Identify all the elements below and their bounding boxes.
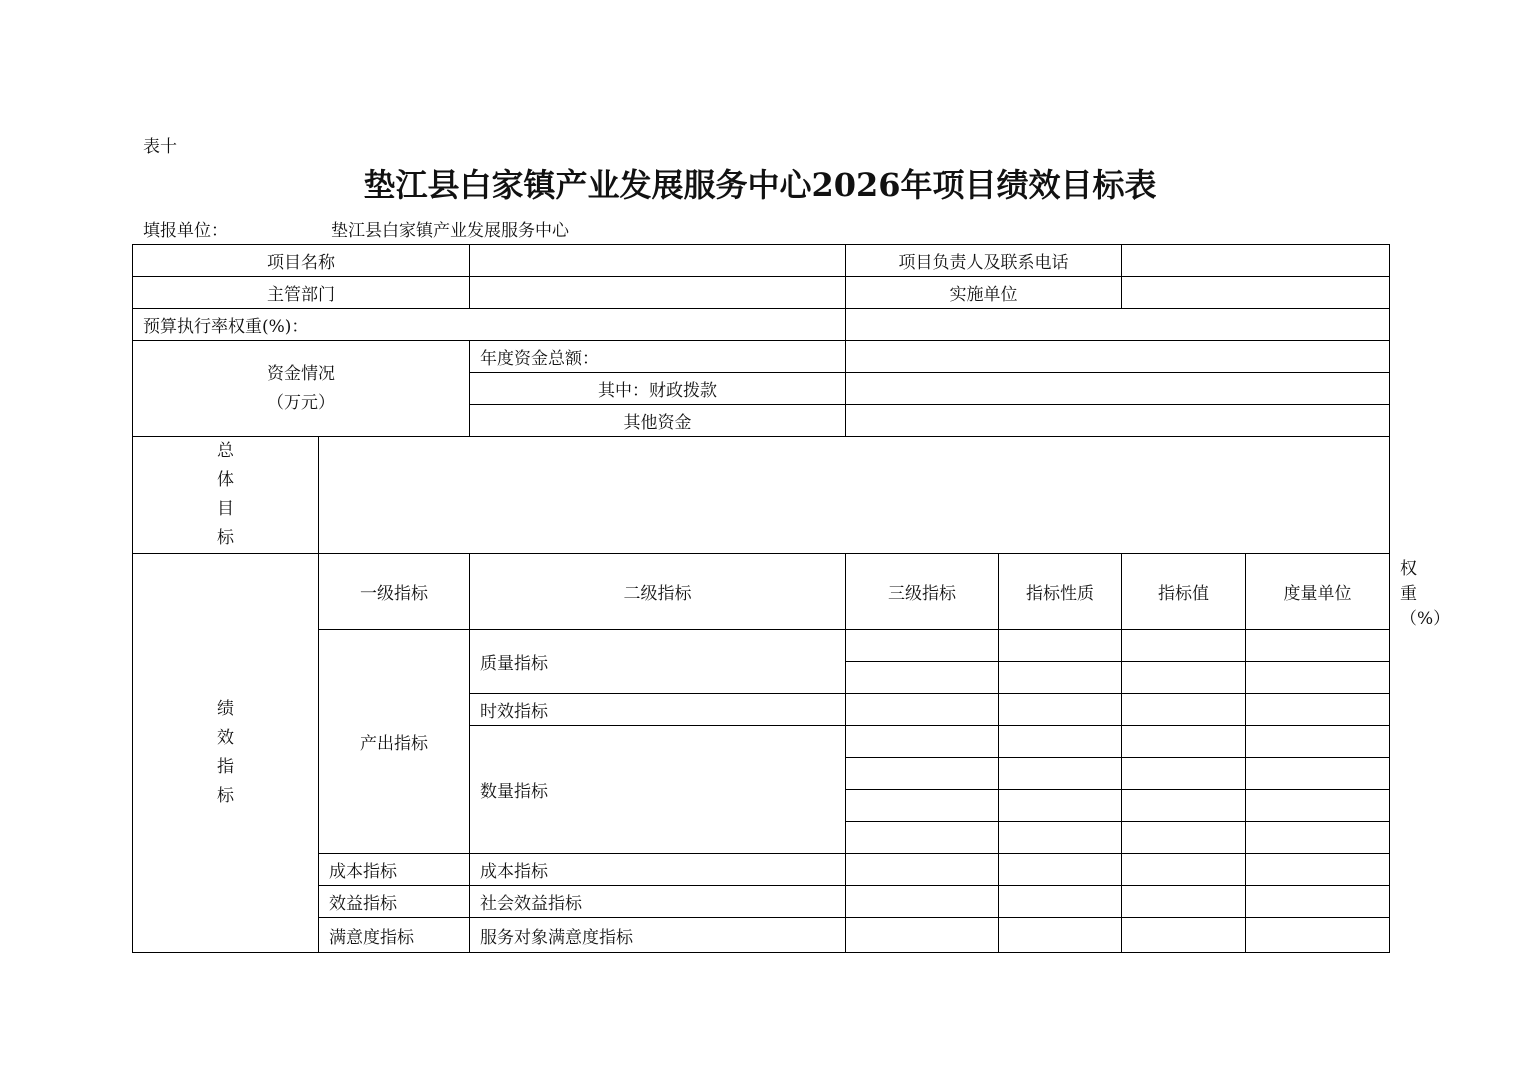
level1-output: 产出指标 bbox=[319, 630, 470, 854]
budget-weight-value[interactable] bbox=[846, 309, 1390, 341]
perf-char: 绩 bbox=[217, 699, 234, 719]
nature-cell[interactable] bbox=[999, 694, 1122, 726]
filler-row bbox=[143, 216, 569, 241]
unit-cell[interactable] bbox=[1246, 822, 1390, 854]
level1-satisfaction: 满意度指标 bbox=[319, 918, 470, 953]
unit-cell[interactable] bbox=[1246, 854, 1390, 886]
nature-cell[interactable] bbox=[999, 630, 1122, 662]
nature-cell[interactable] bbox=[999, 790, 1122, 822]
level3-cell[interactable] bbox=[846, 918, 999, 953]
unit-cell[interactable] bbox=[1246, 630, 1390, 662]
value-cell[interactable] bbox=[1122, 790, 1246, 822]
level3-cell[interactable] bbox=[846, 630, 999, 662]
unit-cell[interactable] bbox=[1246, 886, 1390, 918]
perf-char: 标 bbox=[217, 786, 234, 806]
nature-cell[interactable] bbox=[999, 918, 1122, 953]
nature-cell[interactable] bbox=[999, 822, 1122, 854]
header-level3: 三级指标 bbox=[846, 554, 999, 630]
level3-cell[interactable] bbox=[846, 854, 999, 886]
level2-timeliness: 时效指标 bbox=[470, 694, 846, 726]
value-cell[interactable] bbox=[1122, 694, 1246, 726]
nature-cell[interactable] bbox=[999, 726, 1122, 758]
other-funds-value[interactable] bbox=[846, 405, 1390, 437]
performance-target-table: 项目名称 项目负责人及联系电话 主管部门 实施单位 预算执行率权重(%)： 资金情况 （万元） 年度资金总额： 其中：财政拨款 其他资金 总 体 目 标 绩 效 指 标 一级指标 二级指标 三级指标 指标性质 指标值 度量单位 权重（%） 产出指标 质量指标 时效指标 数量指标 成本指标 成本指标 效益指标 社会效益指标 满意度指标 服务对象满意度指标 bbox=[132, 244, 1390, 953]
perf-char: 效 bbox=[217, 728, 234, 748]
filler-value: 垫江县白家镇产业发展服务中心 bbox=[331, 221, 569, 241]
level3-cell[interactable] bbox=[846, 886, 999, 918]
project-leader-value[interactable] bbox=[1122, 245, 1390, 277]
unit-cell[interactable] bbox=[1246, 790, 1390, 822]
level1-benefit: 效益指标 bbox=[319, 886, 470, 918]
level2-social-benefit: 社会效益指标 bbox=[470, 886, 846, 918]
impl-unit-label: 实施单位 bbox=[846, 277, 1122, 309]
project-name-label: 项目名称 bbox=[133, 245, 470, 277]
fiscal-value[interactable] bbox=[846, 373, 1390, 405]
project-leader-label: 项目负责人及联系电话 bbox=[846, 245, 1122, 277]
annual-total-value[interactable] bbox=[846, 341, 1390, 373]
value-cell[interactable] bbox=[1122, 822, 1246, 854]
budget-weight-label: 预算执行率权重(%)： bbox=[133, 309, 846, 341]
level3-cell[interactable] bbox=[846, 662, 999, 694]
unit-cell[interactable] bbox=[1246, 918, 1390, 953]
funds-label-line1: 资金情况 bbox=[267, 363, 335, 384]
header-nature: 指标性质 bbox=[999, 554, 1122, 630]
perf-char: 指 bbox=[217, 757, 234, 777]
overall-goal-value[interactable] bbox=[319, 437, 1390, 554]
project-name-value[interactable] bbox=[470, 245, 846, 277]
document-label: 表十 bbox=[143, 137, 177, 157]
perf-indicator-label bbox=[133, 554, 319, 953]
dept-value[interactable] bbox=[470, 277, 846, 309]
overall-goal-char: 目 bbox=[217, 499, 234, 519]
level3-cell[interactable] bbox=[846, 694, 999, 726]
header-level2: 二级指标 bbox=[470, 554, 846, 630]
nature-cell[interactable] bbox=[999, 854, 1122, 886]
level2-quantity: 数量指标 bbox=[470, 726, 846, 854]
header-unit: 度量单位 bbox=[1246, 554, 1390, 630]
level3-cell[interactable] bbox=[846, 790, 999, 822]
nature-cell[interactable] bbox=[999, 662, 1122, 694]
level2-cost: 成本指标 bbox=[470, 854, 846, 886]
dept-label: 主管部门 bbox=[133, 277, 470, 309]
overall-goal-char: 总 bbox=[217, 441, 234, 461]
header-value: 指标值 bbox=[1122, 554, 1246, 630]
value-cell[interactable] bbox=[1122, 662, 1246, 694]
annual-total-label: 年度资金总额： bbox=[470, 341, 846, 373]
funds-label-line2: （万元） bbox=[267, 392, 335, 413]
level3-cell[interactable] bbox=[846, 822, 999, 854]
level2-quality: 质量指标 bbox=[470, 630, 846, 694]
nature-cell[interactable] bbox=[999, 758, 1122, 790]
overall-goal-label bbox=[133, 437, 319, 554]
level3-cell[interactable] bbox=[846, 758, 999, 790]
filler-label: 填报单位： bbox=[143, 221, 228, 241]
other-funds-label: 其他资金 bbox=[470, 405, 846, 437]
unit-cell[interactable] bbox=[1246, 694, 1390, 726]
value-cell[interactable] bbox=[1122, 854, 1246, 886]
value-cell[interactable] bbox=[1122, 630, 1246, 662]
value-cell[interactable] bbox=[1122, 886, 1246, 918]
value-cell[interactable] bbox=[1122, 918, 1246, 953]
header-level1: 一级指标 bbox=[319, 554, 470, 630]
funds-label bbox=[133, 341, 470, 437]
impl-unit-value[interactable] bbox=[1122, 277, 1390, 309]
value-cell[interactable] bbox=[1122, 726, 1246, 758]
page-title: 垫江县白家镇产业发展服务中心2026年项目绩效目标表 bbox=[363, 166, 1157, 204]
nature-cell[interactable] bbox=[999, 886, 1122, 918]
level3-cell[interactable] bbox=[846, 726, 999, 758]
level1-cost: 成本指标 bbox=[319, 854, 470, 886]
unit-cell[interactable] bbox=[1246, 758, 1390, 790]
value-cell[interactable] bbox=[1122, 758, 1246, 790]
unit-cell[interactable] bbox=[1246, 726, 1390, 758]
overall-goal-char: 标 bbox=[217, 528, 234, 548]
level2-service-satisfaction: 服务对象满意度指标 bbox=[470, 918, 846, 953]
overall-goal-char: 体 bbox=[217, 470, 234, 490]
fiscal-label: 其中：财政拨款 bbox=[470, 373, 846, 405]
unit-cell[interactable] bbox=[1246, 662, 1390, 694]
